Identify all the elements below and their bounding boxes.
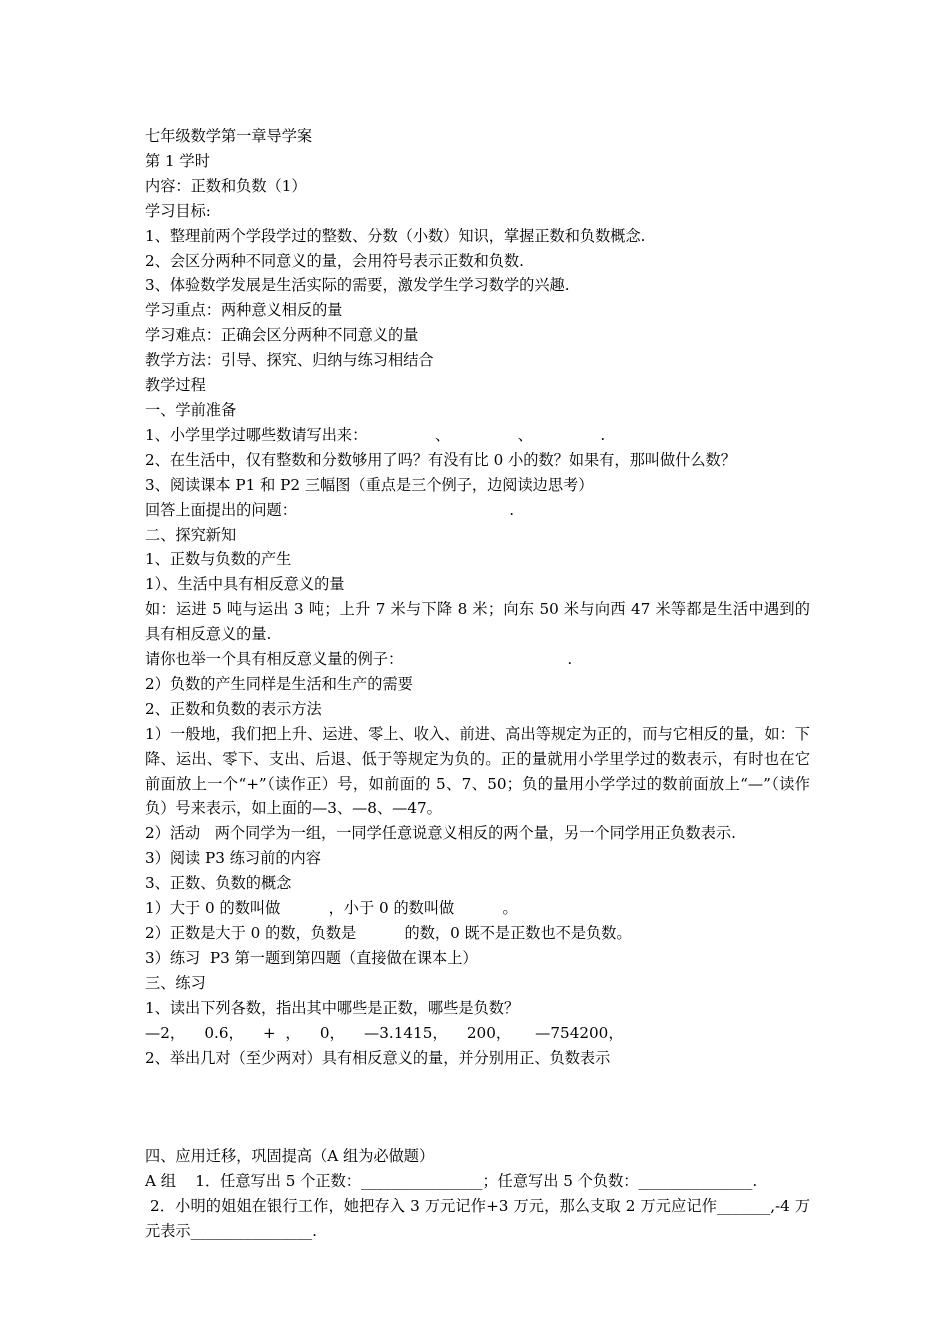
text-line: 3、阅读课本 P1 和 P2 三幅图（重点是三个例子，边阅读边思考） <box>145 475 594 494</box>
paragraph-method: 1）一般地，我们把上升、运进、零上、收入、前进、高出等规定为正的，而与它相反的量，如：下降、运出、零下、支出、后退、低于等规定为负的。正的量就用小学里学过的数表示，有时也在它前面放上一个“+”（读作正）号，如前面的 5、7、50；负的量用小学学过的数前面放上“—”（读作负）号来表示，如上面的—3、—8、—47。 <box>145 724 810 818</box>
text-line: 三、练习 <box>145 973 206 992</box>
text-line: 教学过程 <box>145 376 206 395</box>
text-line: 七年级数学第一章导学案 <box>145 127 313 145</box>
text-line: 回答上面提出的问题： . <box>145 500 515 519</box>
text-line: 3）练习 P3 第一题到第四题（直接做在课本上） <box>145 948 478 967</box>
blank-space <box>145 1070 810 1144</box>
text-line: A 组 1．任意写出 5 个正数：________________；任意写出 5 个负数：_______________. <box>145 1172 758 1191</box>
text-line: 3、正数、负数的概念 <box>145 874 292 893</box>
text-line: 2）正数是大于 0 的数，负数是 的数，0 既不是正数也不是负数。 <box>145 924 632 942</box>
paragraph-example: 如：运进 5 吨与运出 3 吨；上升 7 米与下降 8 米；向东 50 米与向西 47 米等都是生活中遇到的具有相反意义的量. <box>145 600 810 644</box>
section-top <box>145 124 810 597</box>
text-line: 2）负数的产生同样是生活和生产的需要 <box>145 674 413 693</box>
text-line: 一、学前准备 <box>145 400 237 419</box>
text-line: 1、读出下列各数，指出其中哪些是正数，哪些是负数？ <box>145 998 520 1017</box>
text-line: 2、正数和负数的表示方法 <box>145 699 322 718</box>
text-line: 3）阅读 P3 练习前的内容 <box>145 849 321 868</box>
text-line: 1、整理前两个学段学过的整数、分数（小数）知识，掌握正数和负数概念. <box>145 226 646 245</box>
text-line: 1、正数与负数的产生 <box>145 550 292 569</box>
text-line: 请你也举一个具有相反意义量的例子： . <box>145 650 573 669</box>
text-line: —2， 0.6， + ， 0， —3.1415， 200， —754200， <box>145 1023 624 1042</box>
section-bottom <box>145 821 810 1070</box>
text-line: 2）活动 两个同学为一组，一同学任意说意义相反的两个量，另一个同学用正负数表示. <box>145 824 736 843</box>
text-line: 2、在生活中，仅有整数和分数够用了吗？有没有比 0 小的数？如果有，那叫做什么数？ <box>145 450 736 469</box>
section-mid <box>145 647 810 722</box>
document-body <box>145 124 810 1244</box>
text-line: 1）大于 0 的数叫做 ，小于 0 的数叫做 。 <box>145 899 518 918</box>
text-line: 教学方法：引导、探究、归纳与练习相结合 <box>145 351 434 370</box>
text-line: 2、会区分两种不同意义的量，会用符号表示正数和负数. <box>145 251 524 270</box>
text-line: 第 1 学时 <box>145 151 210 170</box>
text-line: 四、应用迁移，巩固提高（A 组为必做题） <box>145 1147 435 1166</box>
text-line: 1、小学里学过哪些数请写出来： 、 、 . <box>145 425 606 444</box>
text-line: 2、举出几对（至少两对）具有相反意义的量，并分别用正、负数表示 <box>145 1048 611 1067</box>
text-line: 内容：正数和负数（1） <box>145 176 307 195</box>
section-end <box>145 1144 810 1194</box>
text-line: 1）、生活中具有相反意义的量 <box>145 575 345 594</box>
paragraph-q2: 2．小明的姐姐在银行工作，她把存入 3 万元记作+3 万元，那么支取 2 万元应记作_______,-4 万元表示________________. <box>145 1197 811 1241</box>
text-line: 学习目标: <box>145 201 211 220</box>
text-line: 3、体验数学发展是生活实际的需要，激发学生学习数学的兴趣. <box>145 276 570 295</box>
text-line: 二、探究新知 <box>145 525 237 544</box>
text-line: 学习难点：正确会区分两种不同意义的量 <box>145 326 419 345</box>
text-line: 学习重点：两种意义相反的量 <box>145 301 343 320</box>
